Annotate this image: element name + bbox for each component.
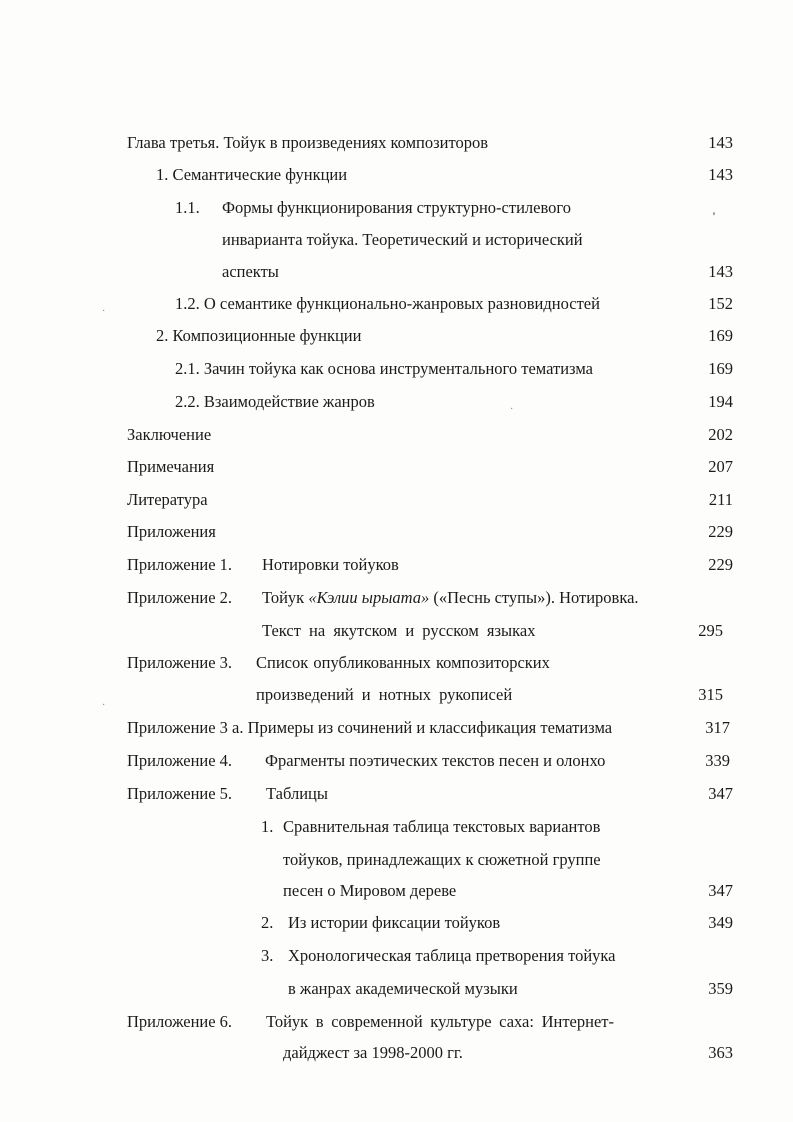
toc-entry-appendix-4-title [265,751,605,771]
toc-entry-text: Приложения [127,522,216,541]
toc-entry-label: Приложение 3. [127,653,233,672]
toc-entry-continuation [283,881,456,901]
toc-entry-text: 1.2. О семантике функционально-жанровых разновидностей [175,294,600,313]
toc-page-number: 315 [698,685,723,704]
toc-entry-appendices [127,522,216,542]
toc-entry-text: дайджест за 1998-2000 гг. [283,1043,463,1062]
toc-entry-table-2-title [288,913,500,933]
toc-page-number: 363 [708,1043,733,1062]
toc-entry-continuation [262,621,535,641]
toc-entry-text: 1. Семантические функции [156,165,348,184]
toc-entry-table-2 [261,913,273,933]
toc-entry-text: Фрагменты поэтических текстов песен и олонхо [265,751,606,770]
toc-page-number: 202 [708,425,733,444]
toc-entry-appendix-5-title [266,784,328,804]
toc-page-number: ' [712,209,715,223]
scan-speck: · [102,306,106,317]
toc-entry-section-2-1 [175,359,593,379]
toc-entry-text: Литература [127,490,208,509]
toc-entry-continuation [288,979,518,999]
toc-entry-table-3 [261,946,273,966]
toc-entry-appendix-6-title [266,1012,614,1032]
toc-entry-continuation [283,1043,463,1063]
toc-entry-text: Таблицы [266,784,328,803]
toc-entry-text: Из истории фиксации тойуков [288,913,501,932]
toc-entry-table-3-title [288,946,616,966]
toc-entry-text: Формы функционирования структурно-стилевого [222,198,571,217]
toc-entry-section-2 [156,326,361,346]
toc-entry-text: Нотировки тойуков [262,555,399,574]
toc-page-number: 229 [708,522,733,541]
toc-entry-text: Приложение 3 а. Примеры из сочинений и классификация тематизма [127,718,613,737]
toc-entry-text: 2.1. Зачин тойука как основа инструментального тематизма [175,359,593,378]
toc-entry-notes [127,457,214,477]
toc-entry-appendix-2 [127,588,232,608]
toc-entry-section-1-2 [175,294,600,314]
toc-entry-text: Глава третья. Тойук в произведениях композиторов [127,133,489,152]
toc-entry-number: 2. [261,913,274,932]
toc-page-number: 339 [705,751,730,770]
toc-entry-section-1 [156,165,347,185]
toc-entry-text: («Песнь ступы»). Нотировка. [429,588,639,607]
toc-entry-continuation [256,685,512,705]
toc-entry-number: 3. [261,946,274,965]
toc-page-number: 347 [708,881,733,900]
toc-entry-appendix-2-title [262,588,639,608]
toc-entry-text: Текст на якутском и русском языках [262,621,536,640]
toc-entry-text: 2. Композиционные функции [156,326,362,345]
toc-page-number: 143 [708,133,733,152]
toc-page-number: 295 [698,621,723,640]
toc-page-number: 207 [708,457,733,476]
toc-page-number: 359 [708,979,733,998]
toc-page-number: 211 [708,490,733,509]
toc-page-number: 317 [705,718,730,737]
toc-page-number: 229 [708,555,733,574]
toc-entry-section-1-1-title [222,198,571,218]
scan-speck: · [102,700,106,711]
toc-entry-label: Приложение 1. [127,555,233,574]
toc-page-number: 143 [708,262,733,281]
toc-entry-appendix-1-title [262,555,399,575]
toc-entry-section-2-2 [175,392,375,412]
toc-page-number: 347 [708,784,733,803]
toc-entry-appendix-1 [127,555,232,575]
toc-page-number: 169 [708,359,733,378]
toc-page-number: 152 [708,294,733,313]
toc-entry-chapter-3 [127,133,488,153]
toc-entry-text: Примечания [127,457,215,476]
toc-entry-label: Приложение 6. [127,1012,233,1031]
toc-entry-text: Заключение [127,425,212,444]
toc-entry-text: Тойук [262,588,309,607]
toc-page-number: 194 [708,392,733,411]
toc-page-number: 349 [708,913,733,932]
toc-entry-text: Список опубликованных композиторских [256,653,550,672]
toc-entry-literature [127,490,208,510]
toc-entry-appendix-3-title [256,653,550,673]
toc-entry-text: 2.2. Взаимодействие жанров [175,392,375,411]
toc-entry-continuation [283,850,601,870]
toc-entry-text: песен о Мировом дереве [283,881,457,900]
toc-entry-appendix-5 [127,784,232,804]
toc-entry-continuation [222,262,279,282]
toc-entry-text: произведений и нотных рукописей [256,685,513,704]
toc-entry-text: тойуков, принадлежащих к сюжетной группе [283,850,601,869]
toc-entry-text: Тойук в современной культуре саха: Интернет- [266,1012,614,1031]
toc-entry-number: 1.1. [175,198,200,217]
toc-entry-section-1-1 [175,198,200,218]
toc-entry-text: Сравнительная таблица текстовых вариантов [283,817,601,836]
toc-entry-text: в жанрах академической музыки [288,979,518,998]
toc-entry-conclusion [127,425,211,445]
toc-entry-label: Приложение 4. [127,751,233,770]
toc-entry-appendix-3a [127,718,612,738]
toc-entry-text: аспекты [222,262,279,281]
toc-page-number: 143 [708,165,733,184]
toc-entry-table-1 [261,817,273,837]
toc-entry-appendix-3 [127,653,232,673]
toc-entry-table-1-title [283,817,600,837]
toc-entry-italic-title: «Кэлии ырыата» [308,588,430,607]
toc-page-number: 169 [708,326,733,345]
toc-entry-text: Хронологическая таблица претворения тойука [288,946,616,965]
scan-speck: · [510,404,514,415]
toc-entry-appendix-6 [127,1012,232,1032]
toc-entry-number: 1. [261,817,274,836]
toc-entry-label: Приложение 5. [127,784,233,803]
toc-entry-label: Приложение 2. [127,588,233,607]
toc-entry-continuation [222,230,583,250]
toc-entry-appendix-4 [127,751,232,771]
toc-entry-text: инварианта тойука. Теоретический и исторический [222,230,583,249]
